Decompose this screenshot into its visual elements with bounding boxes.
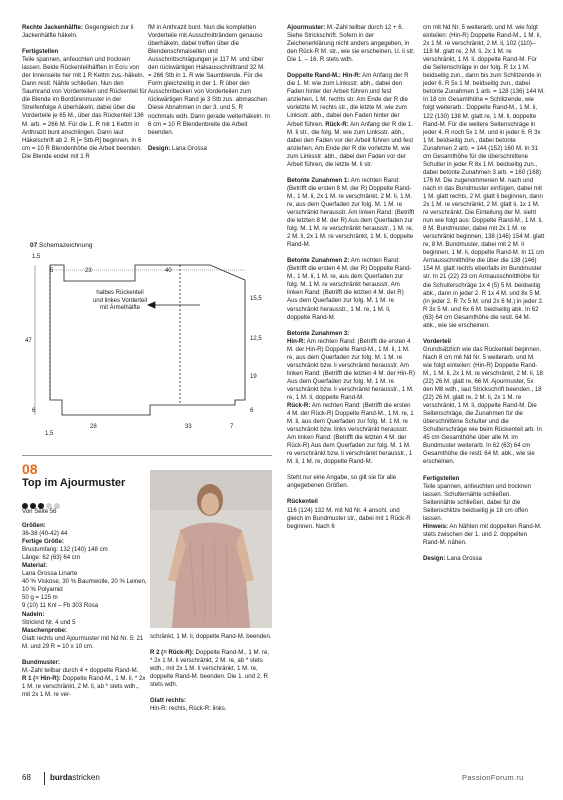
schema-note: halbes Rückenteil und linkes Vorderteil mit Ärmelhälfte — [92, 290, 148, 311]
watermark: PassionForum.ru — [462, 773, 524, 782]
brand-logo: burdastricken — [50, 773, 100, 782]
paragraph: Teile spannen, anfeuchten und trocknen lassen. Beide Rückenteilhälften in Ecru von der Innenseite her mit 1 R Kettm zus.-häkeln. Dann restl. Nähte schließen. Nun den Saumrand von Vorderteilen und Rückenteil für die Blende im Bordürenmuster in der Streifenfolge A überhäkeln, dabei über die Vorderteile je 65 M., über das Rückenteil 136 M. arb. = 266 M. Für die 1. R mit 1 Kettm in Anthrazit bunt anschlingen. Dann laut Häkelschrift ab 2. R [= Stb-R] beginnen. In 6 cm = 10 R Blendenhöhe die Arbeit beenden. Die Blende endet mit 1 R — [22, 56, 147, 160]
dim-label: 7 — [230, 424, 234, 430]
dim-label: 23 — [85, 268, 92, 274]
dim-label: 1,5 — [32, 254, 41, 260]
dim-label: 1,5 — [45, 431, 54, 437]
schema-title: 07 Schemazeichnung — [30, 242, 93, 249]
dim-label: 28 — [90, 424, 97, 430]
dim-label: 6 — [32, 408, 36, 414]
paragraph: fM in Anthrazit bunt. Nun die kompletten Vorderteile mit Ausschnitträndern genauso überhäkeln, dabei treffen über die Blendenschmalseiten und Ausschnittschrägungen je 117 M. und über den rückwärtigen Halsausschnittrand 32 M. = 266 Stb in 1. R wie Saumblende. Für die Form gleichzeitig in der 1. R über den Ausschnittecken von Vorderteilen zum rückwärtigen Rand je 3 Stb zus. abmaschen. Diese Abnahmen in der 3. und 5. R nochmals wdh. Dann gerade weiterhäkeln. In 6 cm = 10 R Blendenbreite die Arbeit beenden. — [148, 24, 270, 136]
footer-divider — [44, 772, 45, 785]
dim-label: 5 — [50, 268, 54, 274]
page-footer — [22, 772, 542, 786]
pattern-specs: Größen: 36-38 (40-42) 44 Fertige Größe: Brustumfang: 132 (140) 148 cm Länge: 62 (63) 64 cm Material: Lana Grossa Linarte 40 % Viskose, 30 % Baumwolle, 20 % Leinen, 10 % Polyamid 50 g = 125 m 9 (10) 11 Knl – Fb 303 Rosa Nadeln: Stricknd Nr. 4 und 5 Maschenprobe: Glatt rechts und Ajourmuster mit Nd Nr. 5: 21 M. und 29 R = 10 x 10 cm. Bundmuster: M.-Zahl teilbar durch 4 + doppelte Rand-M. R 1 (= Hin-R): Doppelte Rand-M., 1 M. li, * 2x 1 M. re verschränkt, 2 M. li, ab * stets wdh., mit 2x 1 M. re ver- — [22, 522, 147, 698]
column-1: Rechte Jackenhälfte: Gegengleich zur li Jackenhälfte häkeln. Fertigstellen Teile spannen, anfeuchten und trocknen lassen. Beide Rückenteilhälften in Ecru von der Innenseite her mit 1 R Kettm zus.-häkeln. Dann restl. Nähte schließen. Nun den Saumrand von Vorderteilen und Rückenteil für die Blende im Bordürenmuster in der Streifenfolge A überhäkeln, dabei über die Vorderteile je 65 M., über das Rückenteil 136 M. arb. = 266 M. Für die 1. R mit 1 Kettm in Anthrazit bunt anschlingen. Dann laut Häkelschrift ab 2. R [= Stb-R] beginnen. In 6 cm = 10 R Blendenhöhe die Arbeit beenden. Die Blende endet mit 1 R — [22, 24, 147, 160]
dim-label: 47 — [25, 338, 32, 344]
column-2: fM in Anthrazit bunt. Nun die kompletten Vorderteile mit Ausschnitträndern genauso überhäkeln, dabei treffen über die Blendenschmalseiten und Ausschnittschrägungen je 117 M. und über den rückwärtigen Halsausschnittrand 32 M. = 266 Stb in 1. R wie Saumblende. Für die Form gleichzeitig in der 1. R über den Ausschnittecken von Vorderteilen zum rückwärtigen Rand je 3 Stb zus. abmaschen. Diese Abnahmen in der 3. und 5. R nochmals wdh. Dann gerade weiterhäkeln. In 6 cm = 10 R Blendenbreite die Arbeit beenden. Design: Lana Grossa — [148, 24, 270, 152]
dim-label: 40 — [165, 268, 172, 274]
dim-label: 19 — [250, 374, 257, 380]
dim-label: 6 — [250, 408, 254, 414]
dim-label: 12,5 — [250, 336, 262, 342]
section-heading: Fertigstellen — [22, 48, 59, 56]
dim-label: 15,5 — [250, 296, 262, 302]
pattern-number: 08 — [22, 461, 38, 477]
divider — [22, 455, 272, 456]
section-heading: Rechte Jackenhälfte: — [22, 24, 83, 31]
page-reference: Von Seite 56 — [22, 508, 57, 515]
model-photo — [150, 470, 272, 628]
pattern-title: Top im Ajourmuster — [22, 477, 126, 489]
pattern-rows: schränkt, 1 M. li, doppelte Rand-M. beenden. R 2 (= Rück-R): Doppelte Rand-M., 1 M. re, * 2x 1 M. li verschränkt, 2 M. re, ab * stets wdh., mit 2x 1 M. li verschränkt, 1 M. re, doppelte Rand-M. beenden. Die 1. und 2. R stets wdh. Glatt rechts: Hin-R: rechts, Rück-R: links. — [150, 633, 272, 713]
dim-label: 33 — [185, 424, 192, 430]
page-number: 68 — [22, 773, 31, 782]
schema-svg — [25, 250, 275, 450]
schema-diagram — [25, 242, 275, 450]
column-3: Ajourmuster: M.-Zahl teilbar durch 12 + 6. Siehe Strickschrift. Sofern in der Zeichenerklärung nicht anders angegeben, in den Rück-R M. str., wie sie erscheinen, U. li str. Die 1. – 16. R stets wdh. Doppelte Rand-M.: Hin-R: Am Anfang der R die 1. M. wie zum Linksstr. abh., dabei den Faden hinter der Arbeit führen und fest anziehen, 1 M. rechts str. Am Ende der R die vorletzte M. rechts str., die letzte M. wie zum Linksstr. abh., dabei den Faden hinter der Arbeit führen. Rück-R: Am Anfang der R die 1. M. li str., die folg. M. wie zum Linksstr. abh., dabei den Faden vor der Arbeit führen und fest anziehen. Am Ende der R die vorletzte M. wie zum Linksstr. abh., dabei den Faden vor der Arbeit führen, die letzte M. li str. Betonte Zunahmen 1: Am rechten Rand: (Betrifft die ersten 8 M. der R) Doppelte Rand-M., 1 M. li, 2x 1 M. re verschränkt, 2 M. li, 1 M. re, aus dem Querfaden zur folg. M. 1 M. re verschränkt herausstr. Am linken Rand: (Betrifft die letzten 8 M. der R) Aus dem Querfaden zur folg. M. 1 M. re verschränkt herausstr., 1 M. re, 2 M. li, 2x 1 M. re verschränkt, 1 M. li, doppelte Rand-M. Betonte Zunahmen 2: Am rechten Rand: (Betrifft die ersten 4 M. der R) Doppelte Rand-M., 1 M. li, 1 M. re, aus dem Querfaden zur folg. M. 1 M. re verschränkt herausstr. Am linken Rand: (Betrifft die letzten 4 M. der R) Aus dem Querfaden zur folg. M. 1 M. re verschränkt herausstr., 1 M. re, 1 M. li, doppelte Rand-M. Betonte Zunahmen 3: Hin-R: Am rechten Rand: (Betrifft die ersten 4 M. der Hin-R) Doppelte Rand-M., 1 M. li, 1 M. re, aus dem Querfaden zur folg. M. 1 M. re verschränkt bzw. li verschränkt herausstr. Am linken Rand: (Betrifft die letzten 4 M. der Hin-R) Aus dem Querfaden zur folg. M. 1 M. re verschränkt bzw. li verschränkt herausstr., 1 M. re, 1 M. li, doppelte Rand-M. Rück-R: Am rechten Rand: (Betrifft die ersten 4 M. der Rück-R) Doppelte Rand-M., 1 M. re, 1 M. li, aus dem Querfaden zur folg. M. 1 M. re verschränkt bzw. links verschränkt herausstr. Am linken Rand: (Betrifft die letzten 4 M. der Rück-R) Aus dem Querfaden zur folg. M. 1 M. re verschränkt bzw. li verschränkt herausstr., 1 M. li, 1 M. re, doppelte Rand-M. Steht nur eine Angabe, so gilt sie für alle angegebenen Größen. Rückenteil 116 (124) 132 M. mit Nd Nr. 4 anschl. und gleich im Bundmuster str., dabei mit 1 Rück-R beginnen. Nach 6 — [287, 24, 415, 530]
column-4: cm mit Nd Nr. 5 weiterarb. und M. wie folgt einteilen: (Hin-R) Doppelte Rand-M., 1 M. li, 2x 1 M. re verschränkt, 2 M. li, 102 (110)– 118 M. glatt re, 2 M. li, 2x 1 M. re verschränkt, 1 M. li, doppelte Rand-M. Für die Seitenschräge in der folg. R 1x 1 M. beidseitig zun., dann bis zum Schlitzende in jeder 6. R 5x 1 M. beidseitig zun., dabei betonte Zunahmen 1 arb. = 128 (136) 144 M. In 18 cm Gesamthöhe = Schlitzende, wie folgt weiterarb.: Doppelte Rand-M., 1 M. li, 122 (130) 138 M. glatt re, 1 M. li, doppelte Rand-M. Für die weitere Seitenschräge in jeder 4. R noch 5x 1 M. und in jeder 6. R 3x 1 M. beidseitig zun., dabei betonte Zunahmen 2 arb. = 144 (152) 160 M. In 31 cm Gesamthöhe für die überschnittene Schulter in jeder R 8x 1 M. beidseitig zun., dabei betonte Zunahmen 3 arb. = 160 (168) 176 M. Die zugenommenen M. nach und nach in das Bundmuster einfügen, dabei mit 1 M. glatt rechts, 2 M. glatt li beginnen, dann 2x 1 M. re verschränkt, 2 M. glatt li, 1x 1 M. re verschränkt. Die Einteilung der M. sieht nun wie folgt aus: Doppelte Rand-M., 1 M. li, 8 M. Bundmuster, dabei mit 2x 1 M. re verschränkt beginnen, 138 (146) 154 M. glatt re, 8 M. Bundmuster, dabei mit 2 M. li beginnen, 1 M. li, doppelte Rand-M. In 11 cm Armausschnitthöhe die über die 138 (146) 154 M. glatt rechts ebenfalls im Bundmuster str. In 21 (22) 23 cm Armausschnitthöhe für die Schulterschräge 1x 4 (5) 5 M. beidseitig abk., dann in jeder 2. R 1x 4 M. und 8x 5 M. (in jeder 2. R 7x 5 M. und 2x 6 M.) in jeder 2. R 3x 5 M. und 6x 6 M. beidseitig abk. In 62 (63) 64 cm Gesamthöhe die restl. 64 M. abk., wie sie erscheinen. Vorderteil Grundsätzlich wie das Rückenteil beginnen. Nach 8 cm mit Nd Nr. 5 weiterarb. und M. wie folgt einteilen: (Hin-R) Doppelte Rand-M., 1 M. li, 2x 1 M. re verschränkt, 2 M. li, 18 (22) 26 M. glatt re, 66 M. Ajourmuster, 5x den M8 wdh., laut Strickschrift beenden., 18 (22) 26 M. glatt re, 2 M. li, 2x 1 M. re verschränkt, 1 M. li, doppelte Rand-M. Die Seitenschräge, die Zunahmen für die überschnittene Schulter und die Schulterschräge wie beim Rückenteil arb. In 45 cm Gesamthöhe über alle M. im Bundmuster weiterarb. In 62 (63) 64 cm Gesamthöhe die restl. 64 M. abk., wie sie erscheinen. Fertigstellen Teile spannen, anfeuchten und trocknen lassen. Schulternähte schließen. Seitennähte schließen, dabei für die Seitenschlitze beidseitig je 18 cm offen lassen. Hinweis: An Nähten mit doppelten Rand-M. stets zwischen der 1. und 2. doppelten Rand-M. nähen. Design: Lana Grossa — [423, 24, 545, 562]
